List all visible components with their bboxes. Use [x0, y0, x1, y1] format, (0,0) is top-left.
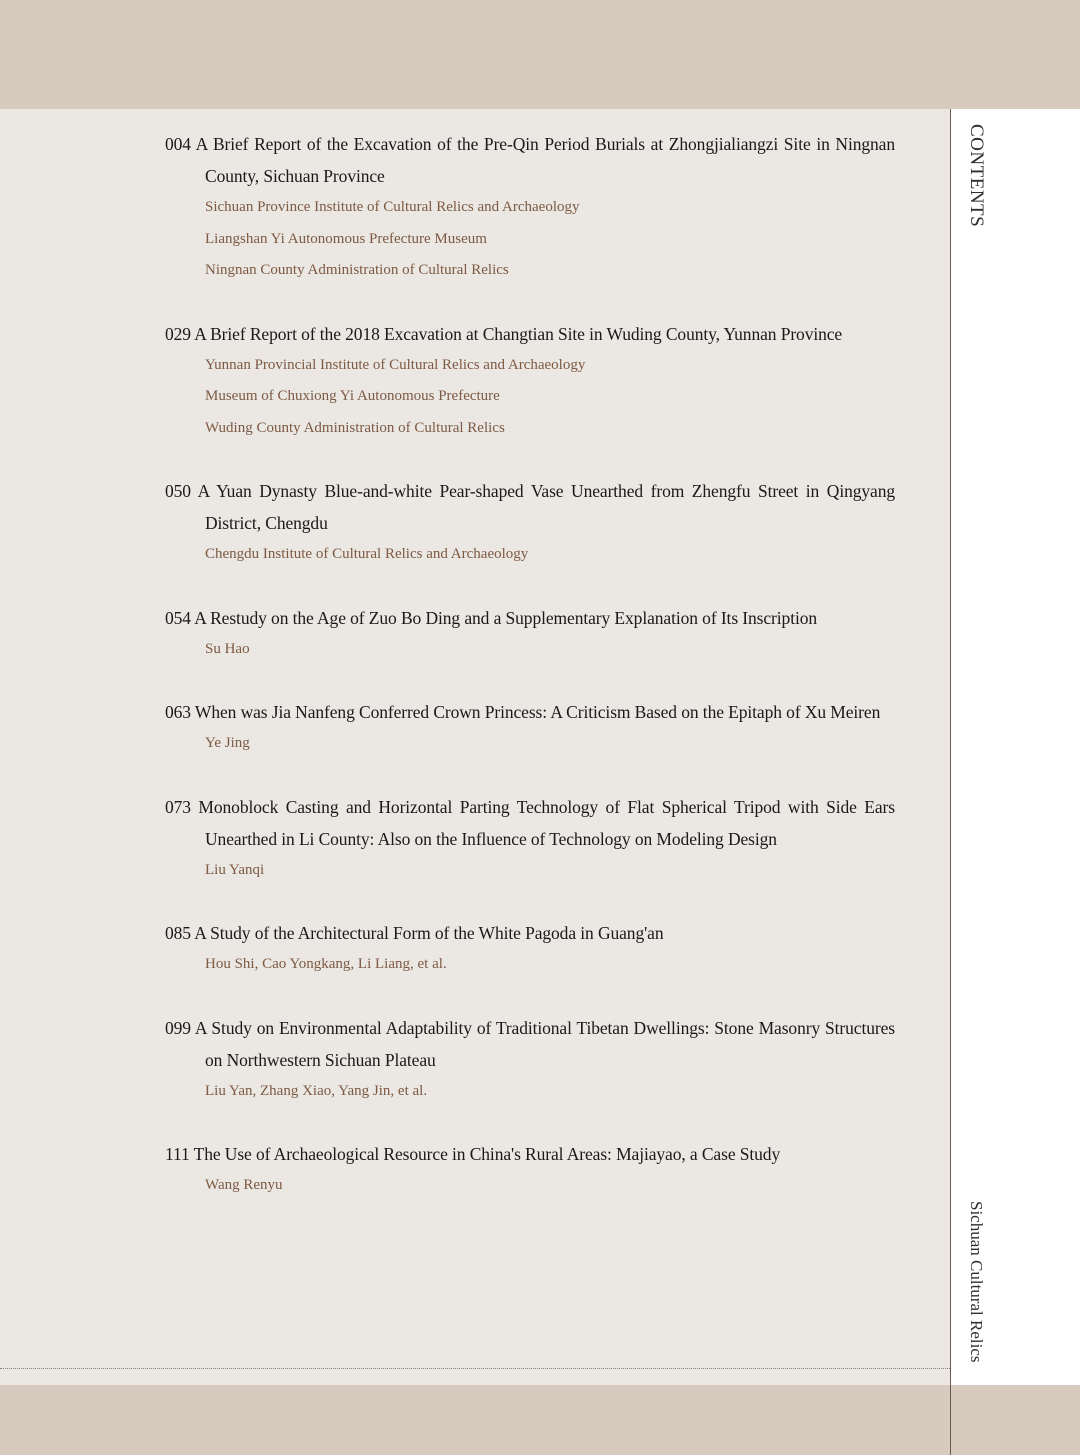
- entry-authors: [165, 1076, 895, 1108]
- toc-entry: [165, 696, 895, 760]
- entry-title: 085 A Study of the Architectural Form of the White Pagoda in Guang'an: [165, 923, 664, 943]
- entry-title: 029 A Brief Report of the 2018 Excavation at Changtian Site in Wuding County, Yunnan Province: [165, 323, 843, 344]
- table-of-contents: [165, 128, 895, 1202]
- entry-authors: [165, 728, 895, 760]
- entry-title: 004 A Brief Report of the Excavation of the Pre-Qin Period Burials at Zhongjialiangzi Site in Ningnan County, Sichuan Province: [165, 134, 895, 186]
- toc-entry: [165, 318, 895, 445]
- entry-author: Liu Yanqi: [205, 861, 265, 878]
- entry-author: Liu Yan, Zhang Xiao, Yang Jin, et al.: [205, 1082, 428, 1099]
- entry-author: Museum of Chuxiong Yi Autonomous Prefecture: [205, 388, 500, 404]
- entry-authors: [165, 539, 895, 571]
- toc-entry: [165, 128, 895, 287]
- toc-entry: [165, 1138, 895, 1202]
- entry-author: Chengdu Institute of Cultural Relics and Archaeology: [205, 546, 529, 562]
- entry-author: Ye Jing: [205, 735, 250, 751]
- entry-title: 073 Monoblock Casting and Horizontal Parting Technology of Flat Spherical Tripod with Side Ears Unearthed in Li County: Also on the Influence of Technology on Modeling Design: [165, 796, 895, 849]
- entry-authors: [165, 855, 895, 887]
- dotted-rule: [0, 1368, 950, 1369]
- entry-title: 063 When was Jia Nanfeng Conferred Crown Princess: A Criticism Based on the Epitaph of Xu Meiren: [165, 702, 881, 722]
- entry-authors: [165, 350, 895, 445]
- entry-author: Su Hao: [205, 640, 250, 657]
- entry-authors: [165, 634, 895, 666]
- entry-author: Yunnan Provincial Institute of Cultural Relics and Archaeology: [205, 356, 586, 373]
- entry-title: 054 A Restudy on the Age of Zuo Bo Ding and a Supplementary Explanation of Its Inscription: [165, 607, 818, 628]
- top-band: [0, 0, 1080, 109]
- bottom-band: [0, 1385, 1080, 1455]
- toc-entry: [165, 475, 895, 571]
- entry-author: Liangshan Yi Autonomous Prefecture Museum: [205, 230, 487, 247]
- entry-author: Hou Shi, Cao Yongkang, Li Liang, et al.: [205, 956, 447, 972]
- entry-author: Sichuan Province Institute of Cultural Relics and Archaeology: [205, 199, 580, 215]
- entry-title: 050 A Yuan Dynasty Blue-and-white Pear-shaped Vase Unearthed from Zhengfu Street in Qingyang District, Chengdu: [165, 481, 895, 533]
- toc-entry: [165, 602, 895, 666]
- contents-heading: CONTENTS: [966, 124, 987, 228]
- vertical-divider: [950, 109, 951, 1455]
- entry-title: 111 The Use of Archaeological Resource in China's Rural Areas: Majiayao, a Case Study: [165, 1144, 781, 1164]
- entry-author: Ningnan County Administration of Cultural Relics: [205, 262, 509, 278]
- toc-entry: [165, 791, 895, 887]
- toc-entry: [165, 917, 895, 981]
- journal-name: Sichuan Cultural Relics: [967, 1201, 986, 1363]
- toc-entry: [165, 1012, 895, 1108]
- entry-authors: [165, 949, 895, 981]
- entry-title: 099 A Study on Environmental Adaptability of Traditional Tibetan Dwellings: Stone Masonry Structures on Northwestern Sichuan Plateau: [165, 1017, 895, 1070]
- entry-authors: [165, 1170, 895, 1202]
- entry-authors: [165, 192, 895, 287]
- entry-author: Wuding County Administration of Cultural Relics: [205, 419, 505, 436]
- entry-author: Wang Renyu: [205, 1177, 283, 1193]
- side-panel: [950, 109, 1080, 1385]
